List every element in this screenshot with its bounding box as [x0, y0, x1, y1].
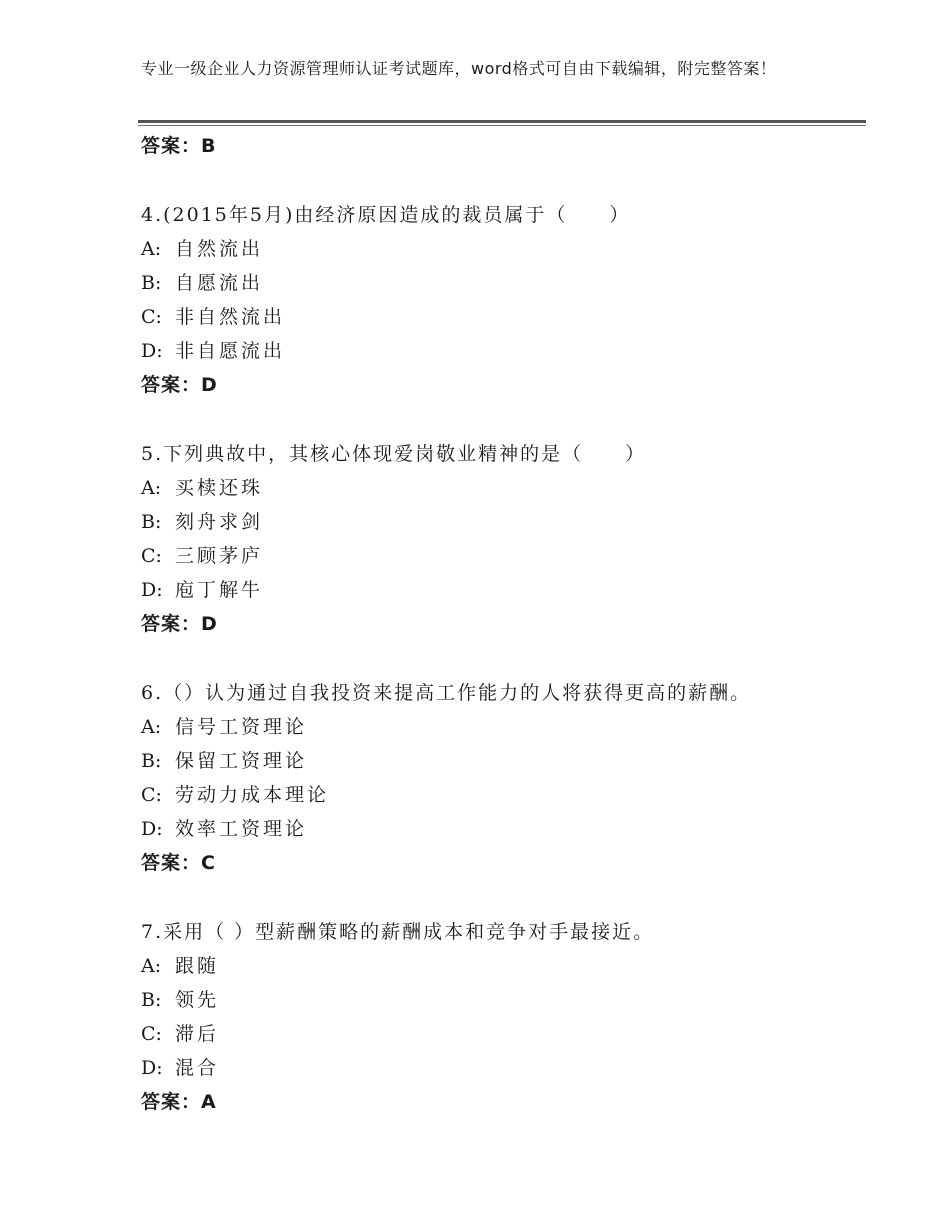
option-text: 效率工资理论 — [175, 818, 308, 840]
question-4-option-b — [141, 268, 263, 295]
question-4-stem: 4.(2015年5月)由经济原因造成的裁员属于（ ） — [141, 204, 631, 226]
question-7-option-c — [141, 1019, 219, 1046]
question-5-option-c — [141, 541, 263, 568]
option-text: 自然流出 — [175, 238, 264, 260]
option-text: 刻舟求剑 — [175, 511, 264, 533]
question-6-option-c — [141, 780, 329, 807]
option-text: 非自愿流出 — [175, 340, 286, 362]
question-6-answer: 答案：C — [141, 852, 216, 874]
option-text: 信号工资理论 — [175, 716, 308, 738]
option-text: 混合 — [175, 1057, 220, 1079]
question-6-option-d — [141, 814, 307, 841]
option-text: 非自然流出 — [175, 306, 286, 328]
option-letter: A: — [141, 477, 162, 499]
option-letter: C: — [141, 784, 162, 806]
option-text: 三顾茅庐 — [175, 545, 264, 567]
question-5-option-d — [141, 575, 263, 602]
question-5-option-a — [141, 473, 263, 500]
question-7-option-a — [141, 951, 219, 978]
option-text: 跟随 — [175, 955, 220, 977]
option-text: 买椟还珠 — [175, 477, 264, 499]
option-text: 领先 — [175, 989, 220, 1011]
question-5-answer: 答案：D — [141, 613, 218, 635]
option-letter: A: — [141, 955, 162, 977]
question-5-stem: 5.下列典故中，其核心体现爱岗敬业精神的是（ ） — [141, 443, 647, 465]
question-6-stem: 6.（）认为通过自我投资来提高工作能力的人将获得更高的薪酬。 — [141, 682, 752, 704]
header-divider-thick — [138, 120, 866, 123]
option-letter: B: — [141, 750, 162, 772]
question-7-option-d — [141, 1053, 219, 1080]
option-letter: B: — [141, 272, 162, 294]
question-7-answer: 答案：A — [141, 1091, 217, 1113]
option-letter: B: — [141, 511, 162, 533]
answer-previous: 答案：B — [141, 135, 217, 157]
question-6-option-a — [141, 712, 307, 739]
option-letter: D: — [141, 579, 163, 601]
option-letter: B: — [141, 989, 162, 1011]
question-5-option-b — [141, 507, 263, 534]
question-7-stem: 7.采用（ ）型薪酬策略的薪酬成本和竞争对手最接近。 — [141, 921, 655, 943]
question-4-option-d — [141, 336, 285, 363]
option-text: 保留工资理论 — [175, 750, 308, 772]
option-text: 庖丁解牛 — [175, 579, 264, 601]
option-letter: D: — [141, 340, 163, 362]
question-7-option-b — [141, 985, 219, 1012]
question-4-option-a — [141, 234, 263, 261]
option-letter: A: — [141, 238, 162, 260]
question-4-option-c — [141, 302, 285, 329]
question-6-option-b — [141, 746, 307, 773]
document-header: 专业一级企业人力资源管理师认证考试题库，word格式可自由下载编辑，附完整答案！ — [141, 59, 777, 78]
option-letter: C: — [141, 1023, 162, 1045]
option-letter: A: — [141, 716, 162, 738]
option-text: 劳动力成本理论 — [175, 784, 330, 806]
question-4-answer: 答案：D — [141, 374, 218, 396]
option-text: 自愿流出 — [175, 272, 264, 294]
option-letter: D: — [141, 818, 163, 840]
option-text: 滞后 — [175, 1023, 220, 1045]
option-letter: D: — [141, 1057, 163, 1079]
option-letter: C: — [141, 545, 162, 567]
option-letter: C: — [141, 306, 162, 328]
header-divider-thin — [138, 125, 866, 126]
